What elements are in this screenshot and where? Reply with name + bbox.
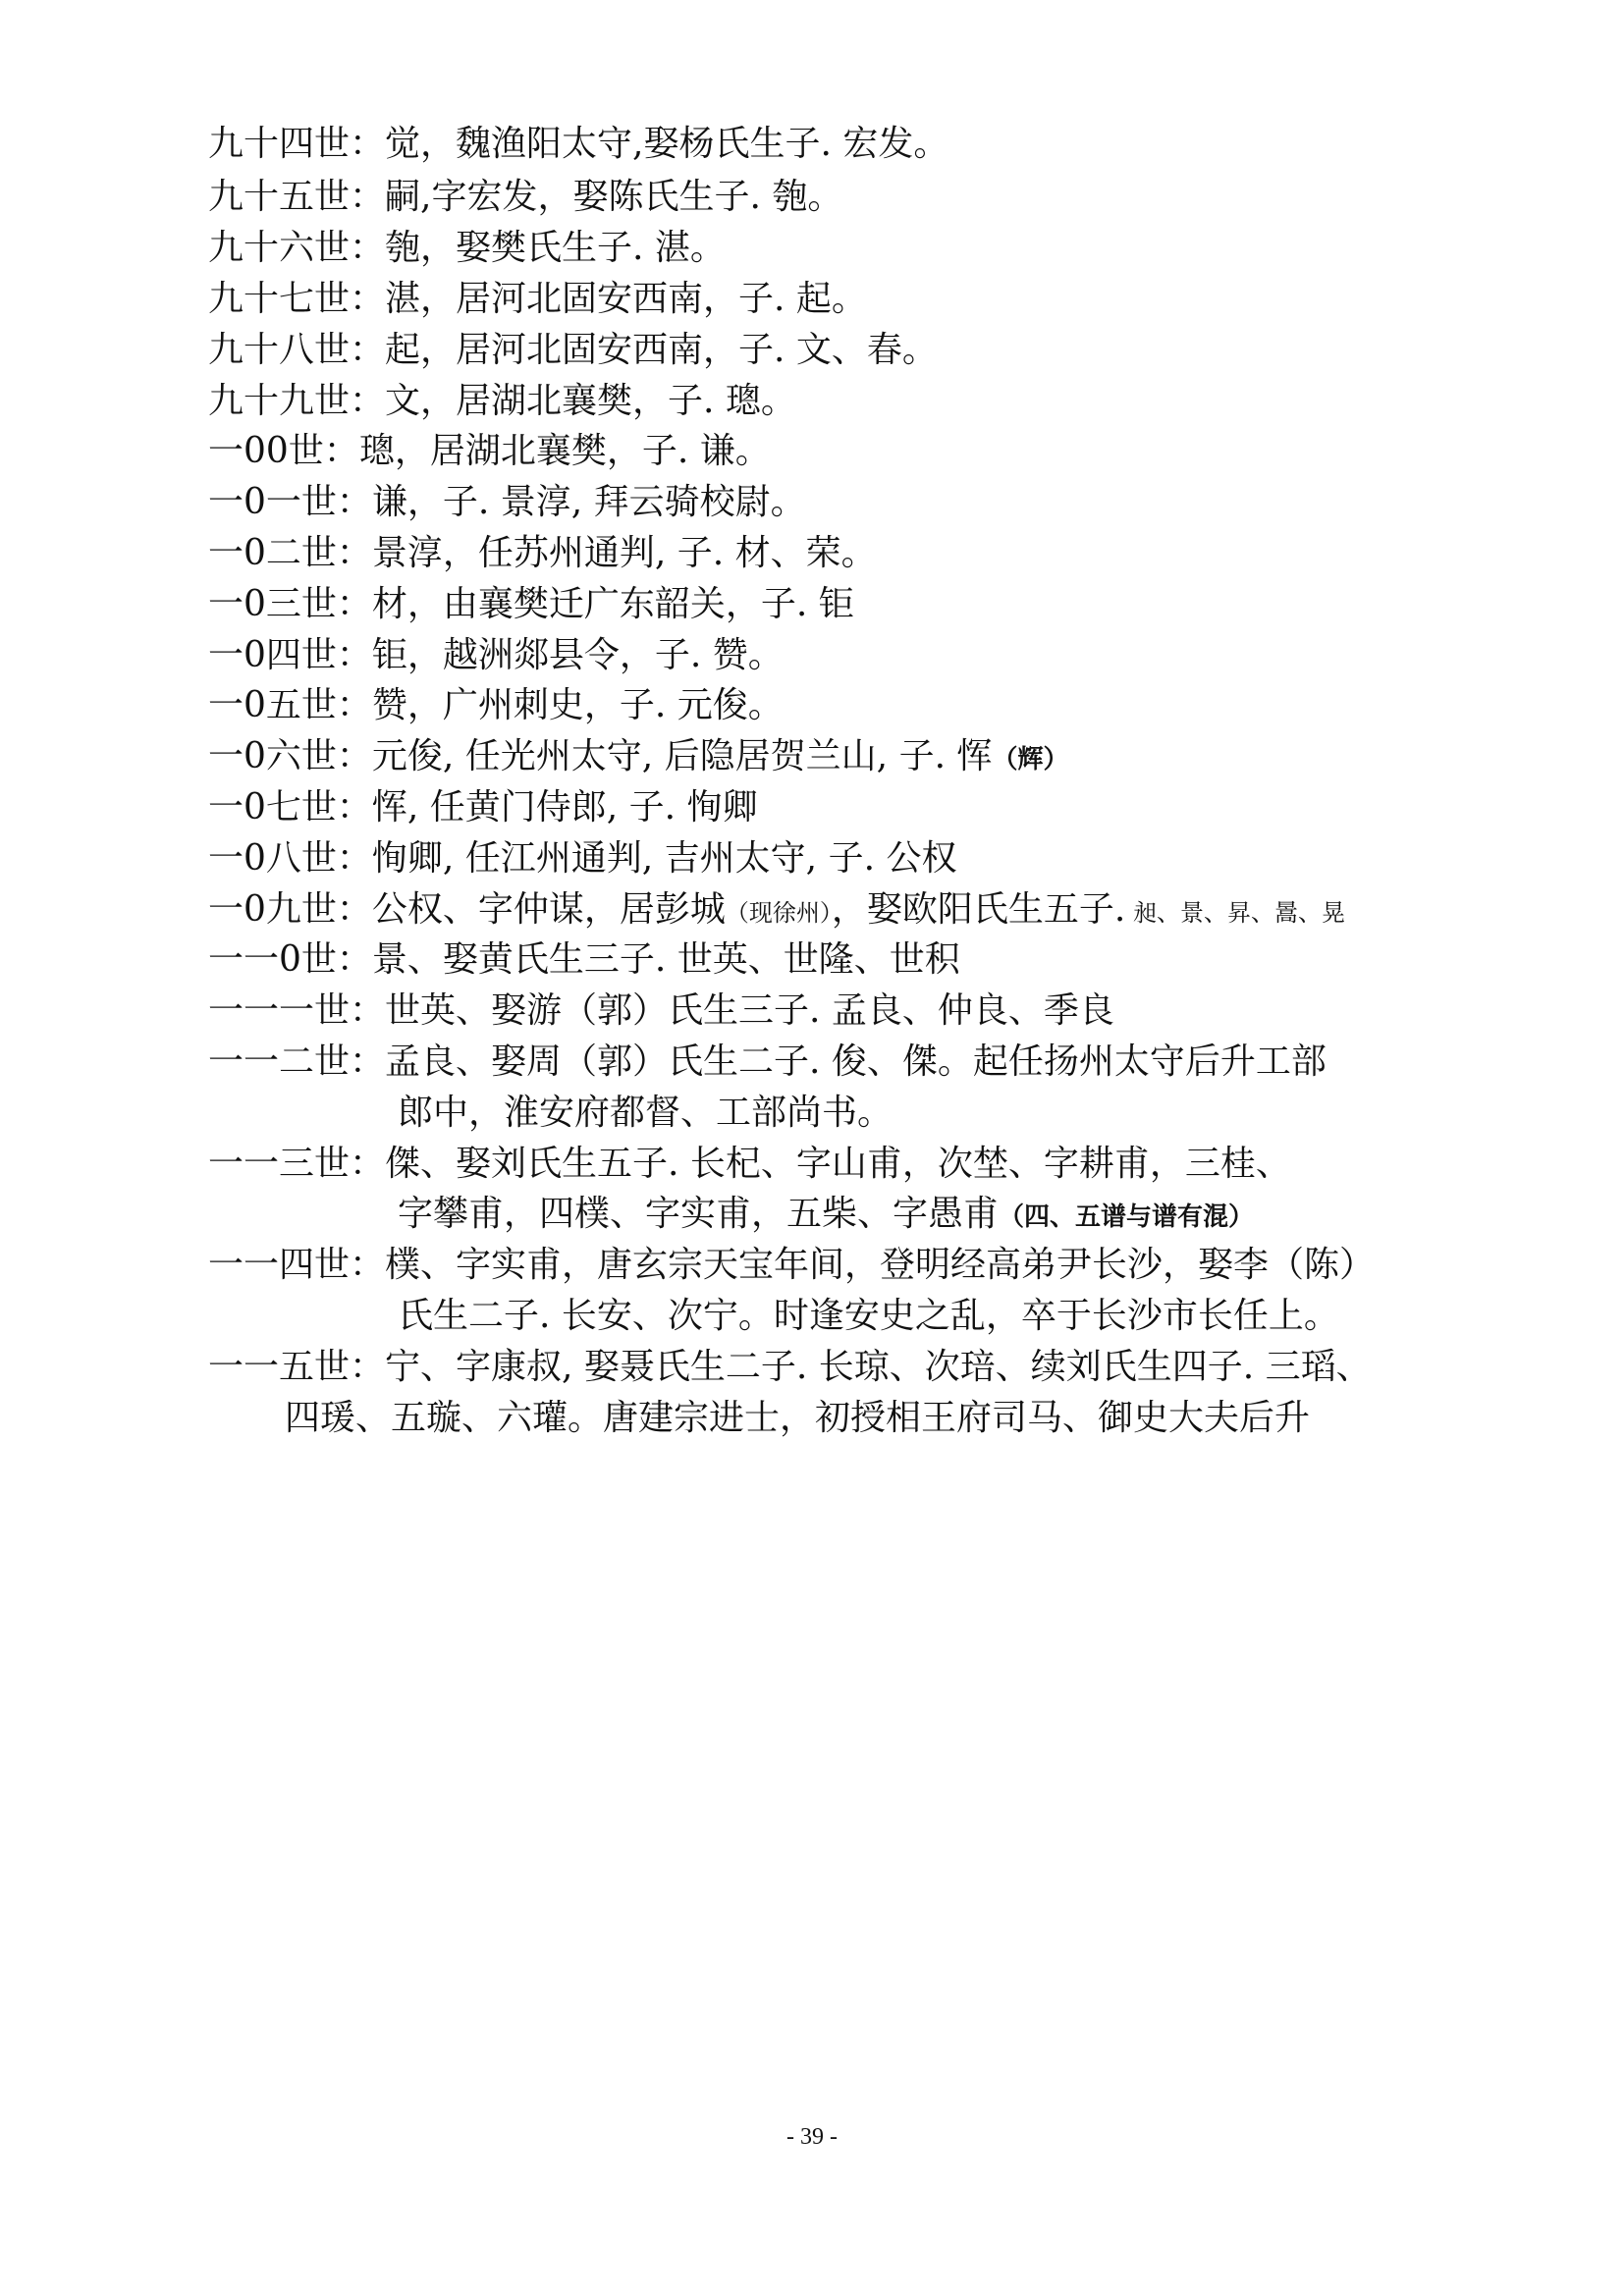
text-line <box>208 732 1477 784</box>
generation-label: 一0五世： <box>208 685 372 725</box>
text-line <box>208 935 1477 985</box>
line-text: 钜，越洲郯县令，子. 赞。 <box>371 635 784 675</box>
text-line <box>208 580 1477 629</box>
text-line <box>208 1140 1477 1189</box>
line-text: 字攀甫，四樸、字实甫，五柴、字愚甫 <box>398 1194 1000 1234</box>
generation-label: 一0二世： <box>208 533 372 573</box>
line-text: 璁，居湖北襄樊，子. 谦。 <box>358 431 771 471</box>
line-text: 孟良、娶周（郭）氏生二子. 俊、傑。起任扬州太守后升工部 <box>385 1041 1326 1082</box>
generation-label: 一一二世： <box>208 1041 386 1082</box>
generation-label: 一0七世： <box>208 787 372 828</box>
line-text: 氏生二子. 长安、次宁。时逢安史之乱，卒于长沙市长任上。 <box>398 1296 1339 1336</box>
text-line <box>208 120 1477 169</box>
generation-label: 一一五世： <box>208 1347 386 1387</box>
line-text: 世英、娶游（郭）氏生三子. 孟良、仲良、季良 <box>385 990 1114 1031</box>
generation-label: 一0四世： <box>208 635 372 675</box>
generation-label: 一0六世： <box>208 736 372 776</box>
text-line <box>208 834 1477 883</box>
line-text: 恂卿, 任江州通判, 吉州太守, 子. 公权 <box>371 838 957 879</box>
inline-note: （现徐州） <box>725 899 832 927</box>
text-line <box>208 631 1477 680</box>
text-line <box>208 1241 1477 1290</box>
text-line <box>208 427 1477 476</box>
line-text: 宁、字康叔, 娶聂氏生二子. 长琼、次琣、续刘氏生四子. 三瑫、 <box>385 1347 1372 1387</box>
line-text: 赞，广州刺史，子. 元俊。 <box>371 685 784 725</box>
generation-label: 九十五世： <box>208 177 386 217</box>
text-line <box>208 478 1477 527</box>
text-line <box>208 326 1477 375</box>
line-text: 恽, 任黄门侍郎, 子. 恂卿 <box>371 787 758 828</box>
inline-note: （四、五谱与谱有混） <box>999 1202 1255 1232</box>
text-line <box>208 529 1477 578</box>
generation-label: 九十六世： <box>208 228 386 268</box>
line-text: 四瑗、五璇、六瓘。唐建宗进士，初授相王府司马、御史大夫后升 <box>285 1398 1311 1438</box>
text-line <box>208 1343 1477 1392</box>
text-line <box>208 275 1477 324</box>
generation-label: 一00世： <box>208 431 359 471</box>
text-line <box>208 885 1477 937</box>
page-number: - 39 - <box>786 2124 838 2150</box>
generation-label: 九十七世： <box>208 279 386 319</box>
line-text: 谦，子. 景淳, 拜云骑校尉。 <box>371 482 806 522</box>
text-line-continuation <box>398 1292 1477 1341</box>
line-text: 起，居河北固安西南，子. 文、春。 <box>385 330 938 370</box>
line-text: 樸、字实甫，唐玄宗天宝年间，登明经高弟尹长沙，娶李（陈） <box>385 1245 1376 1285</box>
text-line-continuation <box>398 1190 1477 1242</box>
line-text: 觉，魏渔阳太守,娶杨氏生子. 宏发。 <box>385 124 949 164</box>
text-line <box>208 987 1477 1036</box>
line-text: 材，由襄樊迁广东韶关，子. 钜 <box>371 584 854 624</box>
text-line <box>208 681 1477 730</box>
generation-label: 九十四世： <box>208 124 386 164</box>
text-line <box>208 1038 1477 1087</box>
line-text: 景、娶黄氏生三子. 世英、世隆、世积 <box>371 939 960 980</box>
text-line-continuation <box>398 1089 1477 1138</box>
line-text: 元俊, 任光州太守, 后隐居贺兰山, 子. 恽 <box>371 736 993 776</box>
line-text: 景淳，任苏州通判, 子. 材、荣。 <box>371 533 877 573</box>
generation-label: 一一四世： <box>208 1245 386 1285</box>
line-text: 湛，居河北固安西南，子. 起。 <box>385 279 867 319</box>
generation-label: 一一三世： <box>208 1144 386 1184</box>
line-text-continued: ，娶欧阳氏生五子. <box>831 889 1126 930</box>
children-names: 昶、景、昇、暠、晃 <box>1125 899 1346 927</box>
generation-label: 一0九世： <box>208 889 372 930</box>
line-text: 郎中，淮安府都督、工部尚书。 <box>398 1093 893 1133</box>
line-text: 傑、娶刘氏生五子. 长杞、字山甫，次埜、字耕甫，三桂、 <box>385 1144 1291 1184</box>
line-text: 匏，娶樊氏生子. 湛。 <box>385 228 726 268</box>
line-text: 嗣,字宏发，娶陈氏生子. 匏。 <box>385 177 843 217</box>
text-line <box>208 173 1477 222</box>
generation-label: 一一0世： <box>208 939 372 980</box>
generation-label: 一0一世： <box>208 482 372 522</box>
generation-label: 九十八世： <box>208 330 386 370</box>
generation-label: 一一一世： <box>208 990 386 1031</box>
generation-label: 一0三世： <box>208 584 372 624</box>
inline-note: （辉） <box>992 745 1069 774</box>
text-line <box>208 377 1477 426</box>
text-line <box>208 783 1477 832</box>
generation-label: 一0八世： <box>208 838 372 879</box>
text-line-continuation <box>285 1394 1477 1443</box>
generation-label: 九十九世： <box>208 381 386 421</box>
line-text: 文，居湖北襄樊，子. 璁。 <box>385 381 796 421</box>
line-text: 公权、字仲谋，居彭城 <box>371 889 726 930</box>
text-line <box>208 224 1477 273</box>
